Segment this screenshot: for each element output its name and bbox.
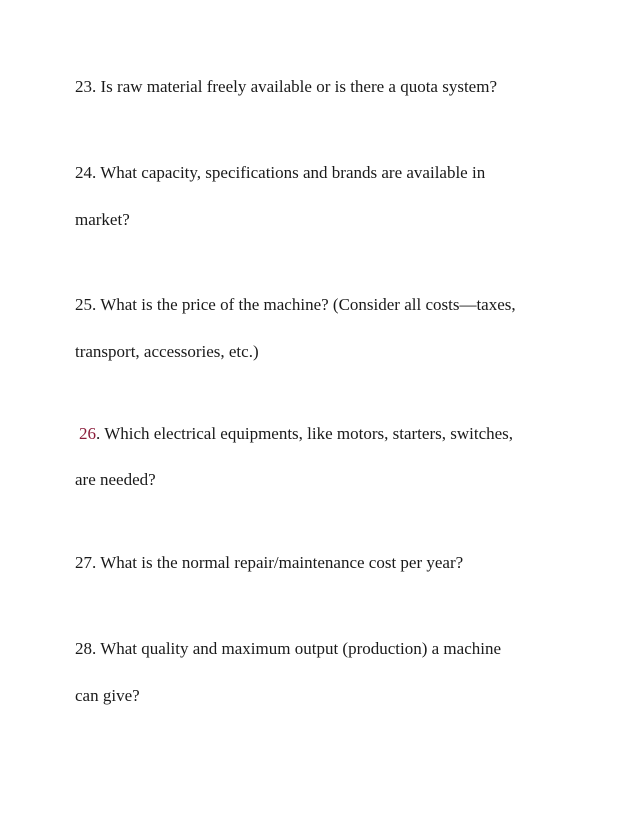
question-number: 23. xyxy=(75,77,97,96)
question-text: Is raw material freely available or is there a quota system? xyxy=(100,77,497,96)
question-23 xyxy=(75,77,497,97)
question-text: market? xyxy=(75,210,130,229)
question-text: What quality and maximum output (production) a machine xyxy=(100,639,502,658)
question-26 xyxy=(79,424,513,444)
question-number: 24. xyxy=(75,163,97,182)
question-text: are needed? xyxy=(75,470,156,489)
question-number-suffix: . xyxy=(96,424,101,443)
question-number: 28. xyxy=(75,639,97,658)
question-28-continuation xyxy=(75,686,140,706)
question-26-continuation xyxy=(75,470,156,490)
question-text: What is the price of the machine? (Consider all costs—taxes, xyxy=(100,295,516,314)
question-number: 25. xyxy=(75,295,97,314)
question-text: can give? xyxy=(75,686,140,705)
question-number-highlighted: 26 xyxy=(79,424,96,443)
question-text: What is the normal repair/maintenance cost per year? xyxy=(100,553,464,572)
question-24 xyxy=(75,163,485,183)
question-text: transport, accessories, etc.) xyxy=(75,342,259,361)
question-text: Which electrical equipments, like motors, starters, switches, xyxy=(104,424,514,443)
question-text: What capacity, specifications and brands are available in xyxy=(100,163,486,182)
question-24-continuation xyxy=(75,210,130,230)
question-number: 27. xyxy=(75,553,97,572)
question-27 xyxy=(75,553,463,573)
question-25 xyxy=(75,295,516,315)
question-25-continuation xyxy=(75,342,259,362)
question-28 xyxy=(75,639,501,659)
